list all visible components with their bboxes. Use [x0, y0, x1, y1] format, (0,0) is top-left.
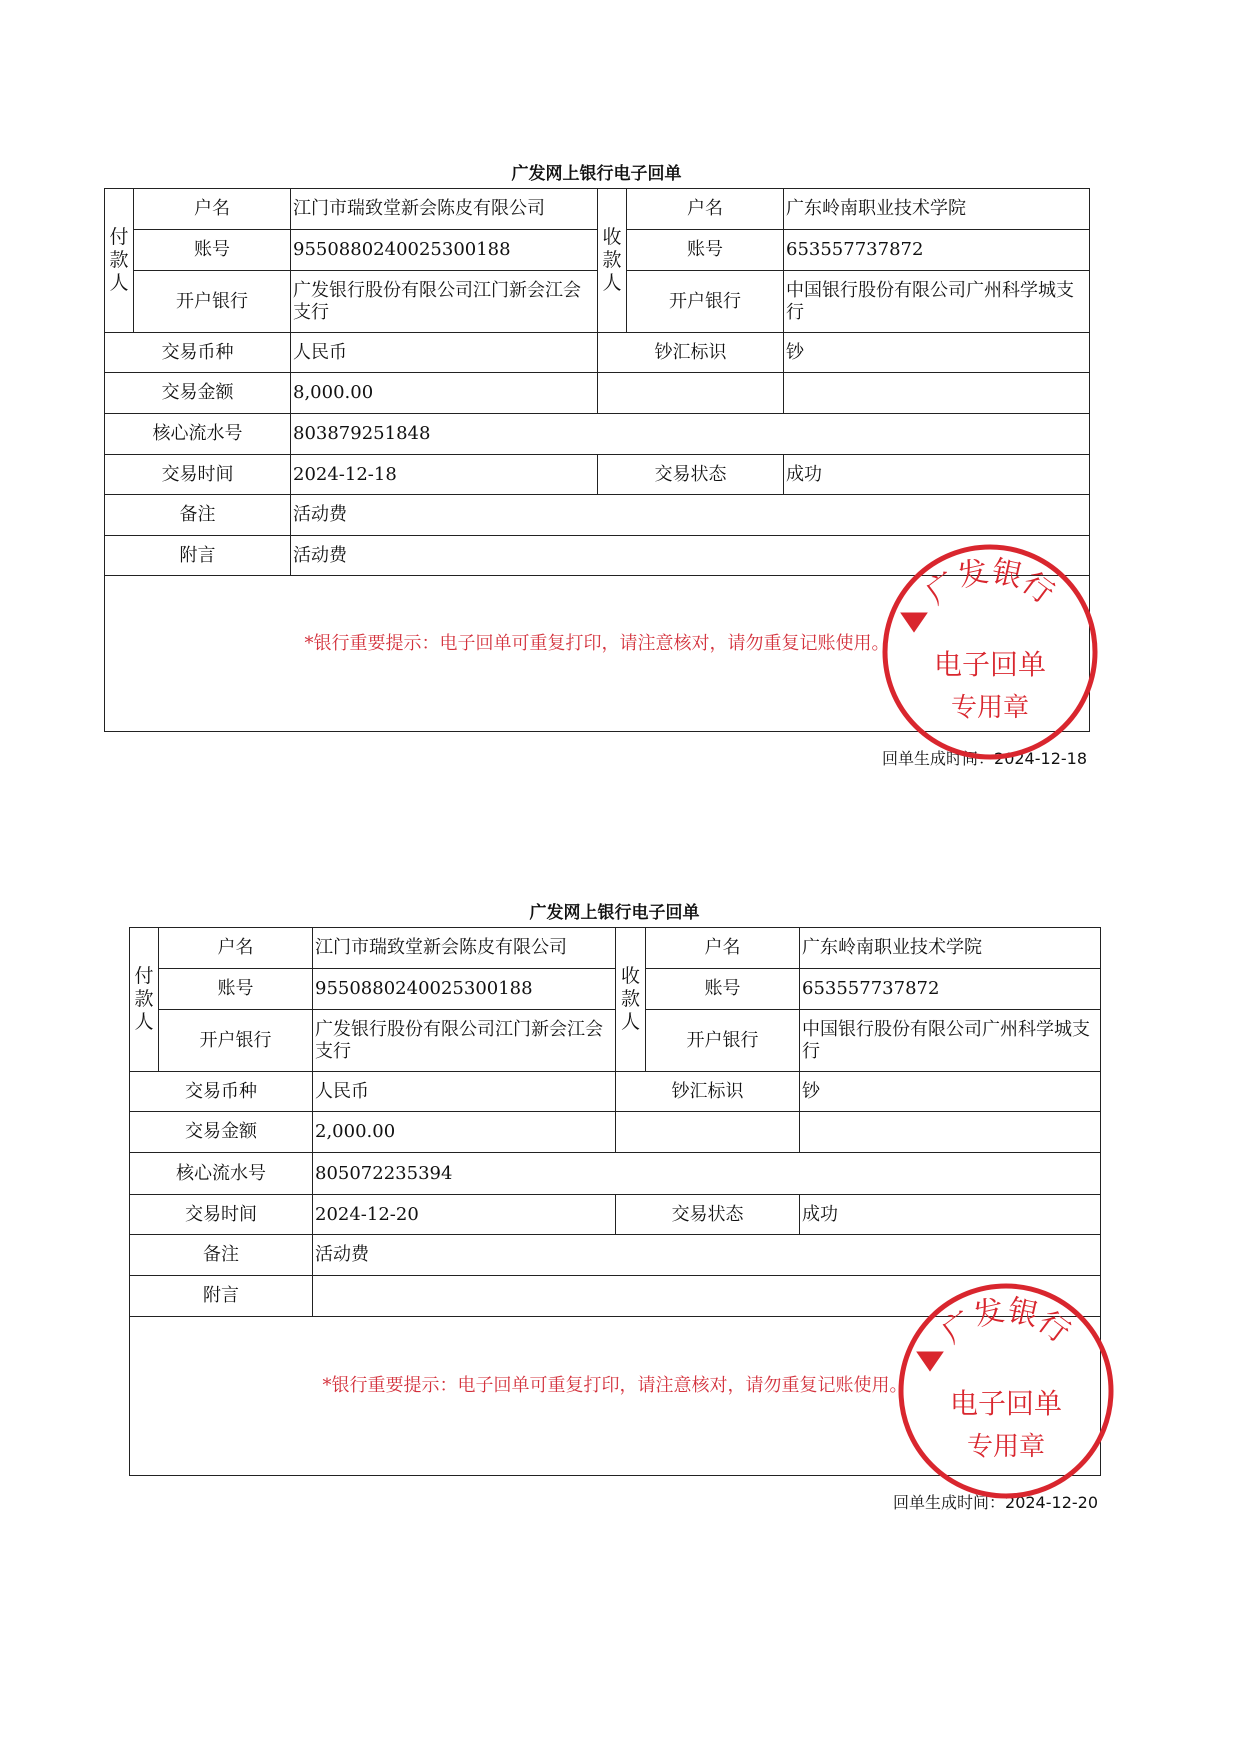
payer-label: 付款人	[130, 928, 159, 1072]
remark-label: 备注	[105, 495, 291, 536]
status-label: 交易状态	[598, 455, 784, 495]
payee-account: 653557737872	[784, 230, 1090, 271]
payer-bank: 广发银行股份有限公司江门新会江会支行	[313, 1010, 616, 1072]
seal-bank-text: 广发银行	[935, 1293, 1077, 1351]
payee-bank-label: 开户银行	[627, 271, 784, 333]
cash-flag-value: 钞	[800, 1072, 1101, 1112]
serial-label: 核心流水号	[105, 414, 291, 455]
serial-label: 核心流水号	[130, 1153, 313, 1195]
payer-name: 江门市瑞致堂新会陈皮有限公司	[291, 189, 598, 230]
payer-name: 江门市瑞致堂新会陈皮有限公司	[313, 928, 616, 969]
payee-account-label: 账号	[646, 969, 800, 1010]
payee-name: 广东岭南职业技术学院	[784, 189, 1090, 230]
payee-name: 广东岭南职业技术学院	[800, 928, 1101, 969]
receipt-title: 广发网上银行电子回单	[511, 164, 682, 184]
serial-value: 803879251848	[291, 414, 1090, 455]
payer-account: 9550880240025300188	[313, 969, 616, 1010]
receipt-title: 广发网上银行电子回单	[529, 903, 700, 923]
seal-line-1: 电子回单	[949, 1387, 1063, 1420]
receipt-table	[104, 188, 1090, 732]
payee-label: 收款人	[616, 928, 646, 1072]
remark-value: 活动费	[313, 1235, 1101, 1276]
currency-value: 人民币	[313, 1072, 616, 1112]
status-label: 交易状态	[616, 1195, 800, 1235]
payee-label: 收款人	[598, 189, 627, 333]
seal-line-2: 专用章	[950, 693, 1030, 723]
cash-flag-label: 钞汇标识	[616, 1072, 800, 1112]
postscript-value: 活动费	[291, 536, 1090, 576]
remark-label: 备注	[130, 1235, 313, 1276]
postscript-label: 附言	[105, 536, 291, 576]
payee-account-label: 账号	[627, 230, 784, 271]
payee-bank: 中国银行股份有限公司广州科学城支行	[800, 1010, 1101, 1072]
empty-cell	[598, 373, 784, 414]
time-label: 交易时间	[130, 1195, 313, 1235]
amount-label: 交易金额	[130, 1112, 313, 1153]
payer-account: 9550880240025300188	[291, 230, 598, 271]
bank-notice: *银行重要提示：电子回单可重复打印，请注意核对，请勿重复记账使用。	[130, 1317, 1101, 1476]
payer-account-label: 账号	[159, 969, 313, 1010]
payer-name-label: 户名	[134, 189, 291, 230]
receipt-table	[129, 927, 1101, 1476]
empty-cell	[800, 1112, 1101, 1153]
time-value: 2024-12-18	[291, 455, 598, 495]
payer-account-label: 账号	[134, 230, 291, 271]
payer-bank-label: 开户银行	[134, 271, 291, 333]
payer-name-label: 户名	[159, 928, 313, 969]
payee-bank: 中国银行股份有限公司广州科学城支行	[784, 271, 1090, 333]
seal-line-1: 电子回单	[933, 648, 1047, 681]
cash-flag-value: 钞	[784, 333, 1090, 373]
status-value: 成功	[800, 1195, 1101, 1235]
generated-time: 回单生成时间：2024-12-18	[882, 749, 1087, 768]
currency-label: 交易币种	[105, 333, 291, 373]
postscript-label: 附言	[130, 1276, 313, 1317]
payee-name-label: 户名	[627, 189, 784, 230]
seal-line-2: 专用章	[966, 1432, 1046, 1462]
bank-notice: *银行重要提示：电子回单可重复打印，请注意核对，请勿重复记账使用。	[105, 576, 1090, 732]
postscript-value	[313, 1276, 1101, 1317]
payer-bank-label: 开户银行	[159, 1010, 313, 1072]
payer-label: 付款人	[105, 189, 134, 333]
serial-value: 805072235394	[313, 1153, 1101, 1195]
amount-value: 2,000.00	[313, 1112, 616, 1153]
amount-label: 交易金额	[105, 373, 291, 414]
payee-account: 653557737872	[800, 969, 1101, 1010]
payee-bank-label: 开户银行	[646, 1010, 800, 1072]
seal-bank-text: 广发银行	[919, 554, 1061, 612]
receipt-2	[129, 899, 1100, 1513]
empty-cell	[784, 373, 1090, 414]
currency-label: 交易币种	[130, 1072, 313, 1112]
remark-value: 活动费	[291, 495, 1090, 536]
generated-time: 回单生成时间：2024-12-20	[893, 1493, 1098, 1512]
time-value: 2024-12-20	[313, 1195, 616, 1235]
payee-name-label: 户名	[646, 928, 800, 969]
amount-value: 8,000.00	[291, 373, 598, 414]
cash-flag-label: 钞汇标识	[598, 333, 784, 373]
receipt-1	[104, 160, 1089, 769]
payer-bank: 广发银行股份有限公司江门新会江会支行	[291, 271, 598, 333]
currency-value: 人民币	[291, 333, 598, 373]
time-label: 交易时间	[105, 455, 291, 495]
status-value: 成功	[784, 455, 1090, 495]
empty-cell	[616, 1112, 800, 1153]
